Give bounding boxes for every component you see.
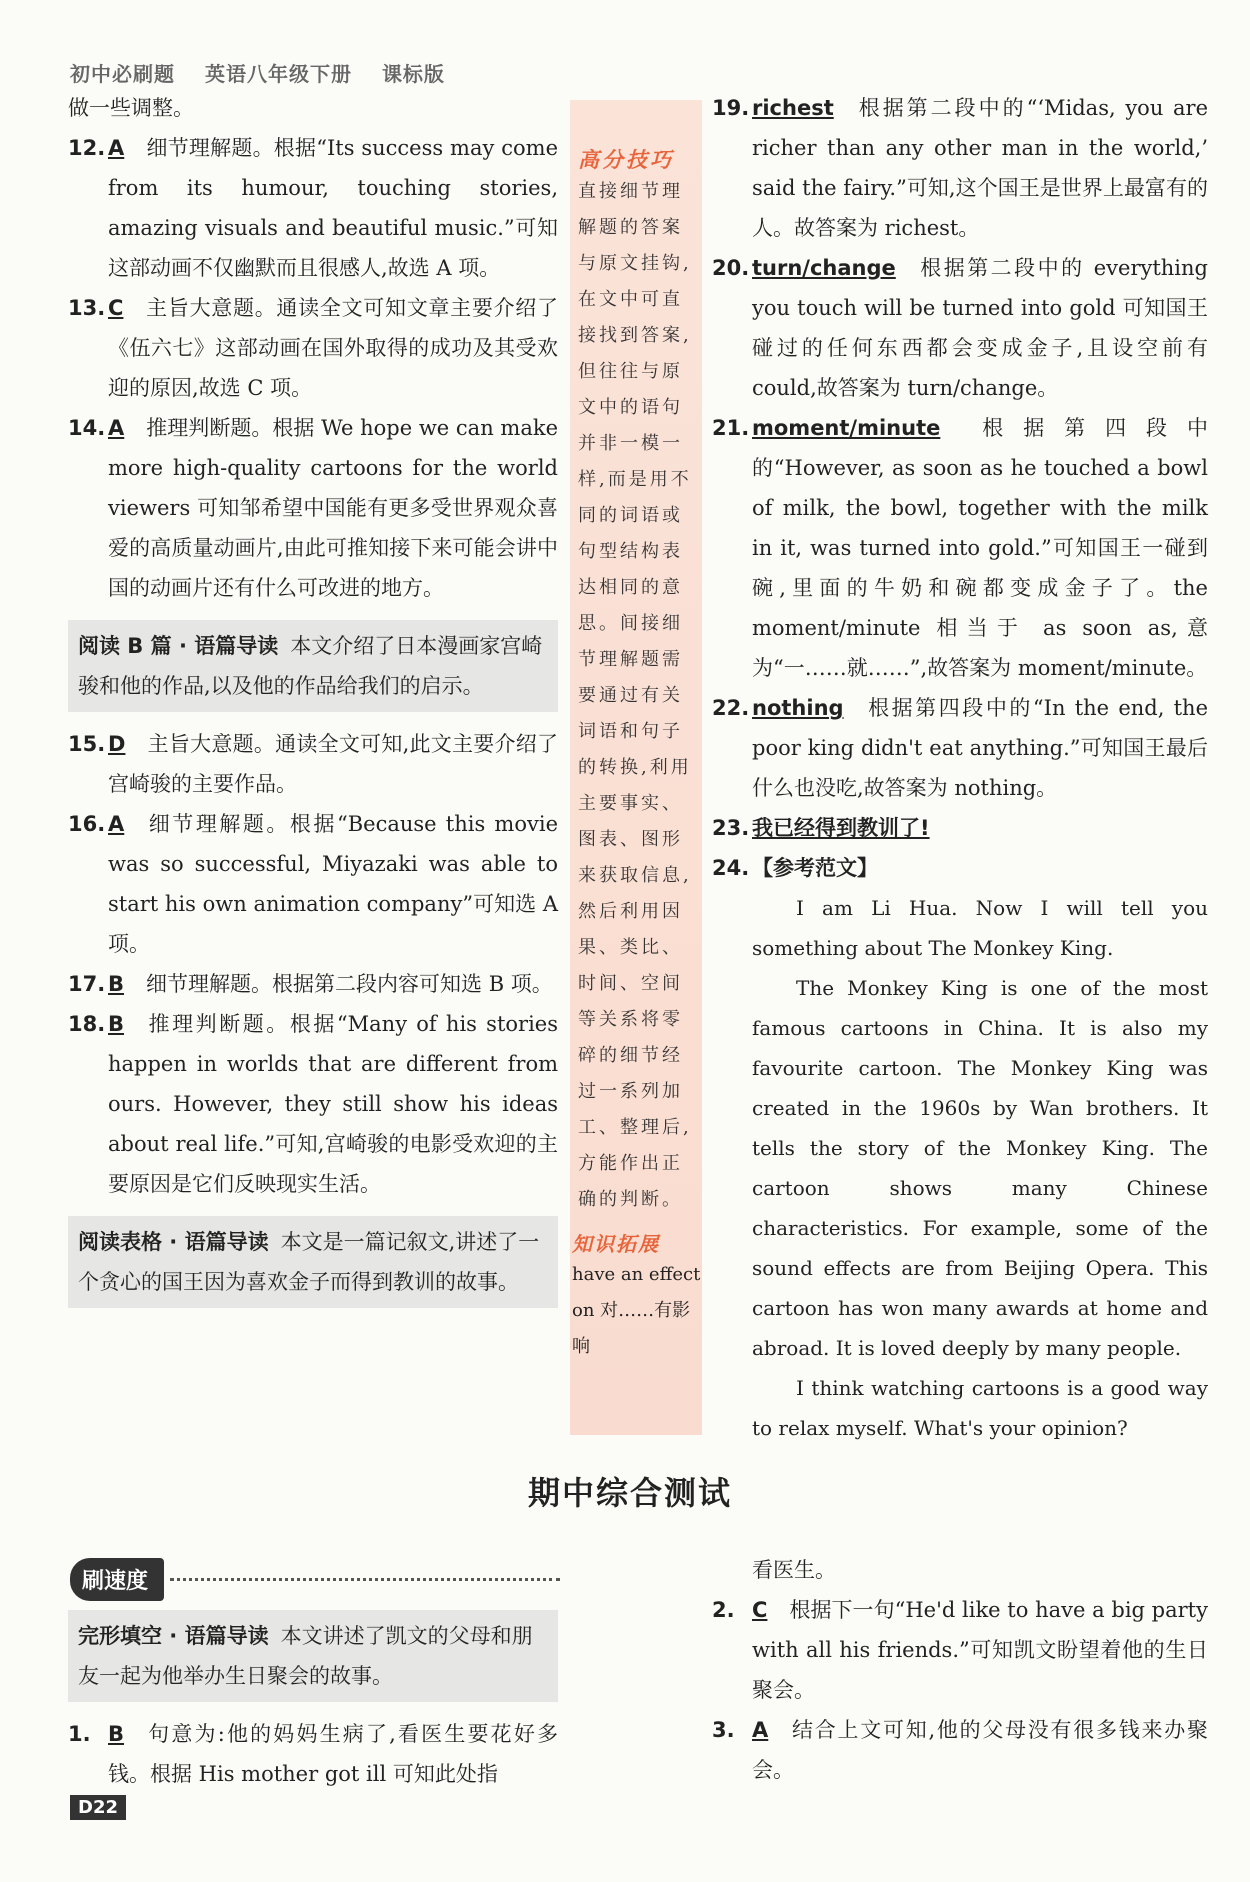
guide-text: 本文介绍了日本漫画家宫崎骏和他的作品,以及他的作品给我们的启示。 <box>78 634 543 698</box>
essay-paragraph: I think watching cartoons is a good way to relax myself. What's your opinion? <box>752 1376 1208 1440</box>
question-number: 13. <box>68 296 106 320</box>
explanation: 根据第二段中的“‘Midas, you are richer than any other man in the world,’ said the fairy.”可知,这个国王是世界上最富有的人。故答案为 richest。 <box>752 96 1208 240</box>
left-column <box>68 88 558 1320</box>
tip-title: 高分技巧 <box>578 148 674 172</box>
question-17 <box>68 964 558 1004</box>
explanation: 根据第四段中的“In the end, the poor king didn't eat anything.”可知国王最后什么也没吃,故答案为 nothing。 <box>752 696 1208 800</box>
essay-paragraph: The Monkey King is one of the most famous cartoons in China. It is also my favourite cartoon. The Monkey King was created in the 1960s by Wan brothers. It tells the story of the Monkey King. The cartoon shows many Chinese characteristics. For example, some of the sound effects are from Beijing Opera. This cartoon has won many awards at home and abroad. It is loved deeply by many people. <box>752 976 1208 1360</box>
answer: 我已经得到教训了! <box>752 816 930 840</box>
question-12 <box>68 128 558 288</box>
question-13 <box>68 288 558 408</box>
question-number: 23. <box>712 816 750 840</box>
extension-title: 知识拓展 <box>572 1232 660 1256</box>
answer: C <box>752 1598 768 1622</box>
guide-title: 完形填空 · 语篇导读 <box>78 1624 269 1648</box>
speed-bar <box>70 1558 560 1601</box>
header-book: 初中必刷题 <box>70 62 175 86</box>
answer: turn/change <box>752 256 896 280</box>
header-edition: 课标版 <box>381 62 445 86</box>
bottom-left-column <box>68 1610 558 1794</box>
question-number: 19. <box>712 96 750 120</box>
explanation: 推理判断题。根据 We hope we can make more high-quality cartoons for the world viewers 可知邹希望中国能有更多受世界观众喜爱的高质量动画片,由此可推知接下来可能会讲中国的动画片还有什么可改进的地方。 <box>108 416 558 600</box>
continuation-text: 看医生。 <box>752 1558 836 1582</box>
tip-text: 直接细节理解题的答案与原文挂钩,在文中可直接找到答案,但往往与原文中的语句并非一模一样,而是用不同的词语或句型结构表达相同的意思。间接细节理解题需要通过有关词语和句子的转换,利用主要事实、图表、图形来获取信息,然后利用因果、类比、时间、空间等关系将零碎的细节经过一系列加工、整理后,方能作出正确的判断。 <box>578 181 692 1210</box>
explanation: 推理判断题。根据“Many of his stories happen in worlds that are different from ours. However, they still show his ideas about real life.”可知,宫崎骏的电影受欢迎的主要原因是它们反映现实生活。 <box>108 1012 558 1196</box>
question-24 <box>712 848 1208 888</box>
answer: B <box>108 1012 125 1036</box>
model-essay <box>712 888 1208 1448</box>
answer: B <box>108 972 125 996</box>
extension-text: have an effect on 对……有影响 <box>572 1264 701 1357</box>
question-22 <box>712 688 1208 808</box>
explanation: 主旨大意题。通读全文可知,此文主要介绍了宫崎骏的主要作品。 <box>108 732 558 796</box>
question-number: 24. <box>712 856 750 880</box>
knowledge-extension <box>572 1228 702 1365</box>
question-20 <box>712 248 1208 408</box>
question-number: 2. <box>712 1598 735 1622</box>
question-number: 20. <box>712 256 750 280</box>
explanation: 细节理解题。根据“Its success may come from its humour, touching stories, amazing visuals and beautiful music.”可知这部动画不仅幽默而且很感人,故选 A 项。 <box>108 136 558 280</box>
question-19 <box>712 88 1208 248</box>
answer: 【参考范文】 <box>752 856 878 880</box>
question-15 <box>68 724 558 804</box>
question-number: 22. <box>712 696 750 720</box>
explanation: 细节理解题。根据“Because this movie was so successful, Miyazaki was able to start his own animation company”可知选 A 项。 <box>108 812 558 956</box>
answer: richest <box>752 96 834 120</box>
question-1 <box>68 1714 558 1794</box>
answer: A <box>108 136 125 160</box>
intro-text: 做一些调整。 <box>68 96 194 120</box>
answer: A <box>108 416 125 440</box>
section-title: 期中综合测试 <box>528 1474 733 1512</box>
explanation: 根据第四段中的“However, as soon as he touched a bowl of milk, the bowl, together with the milk in it, was turned into gold.”可知国王一碰到碗,里面的牛奶和碗都变成金子了。the moment/minute 相当于 as soon as,意为“一……就……”,故答案为 moment/minute。 <box>752 416 1208 680</box>
running-header <box>70 58 467 87</box>
reading-b-guide <box>68 620 558 712</box>
explanation: 主旨大意题。通读全文可知文章主要介绍了《伍六七》这部动画在国外取得的成功及其受欢迎的原因,故选 C 项。 <box>108 296 558 400</box>
answer: A <box>752 1718 769 1742</box>
guide-title: 阅读表格 · 语篇导读 <box>78 1230 269 1254</box>
cloze-guide <box>68 1610 558 1702</box>
reading-table-guide <box>68 1216 558 1308</box>
question-number: 16. <box>68 812 106 836</box>
explanation: 根据第二段中的 everything you touch will be turned into gold 可知国王碰过的任何东西都会变成金子,且设空前有 could,故答案为 turn/change。 <box>752 256 1208 400</box>
question-number: 17. <box>68 972 106 996</box>
answer: nothing <box>752 696 844 720</box>
page-number: D22 <box>70 1795 126 1820</box>
guide-text: 本文是一篇记叙文,讲述了一个贪心的国王因为喜欢金子而得到教训的故事。 <box>78 1230 540 1294</box>
answer: C <box>108 296 124 320</box>
question-2 <box>712 1590 1208 1710</box>
question-number: 1. <box>68 1722 91 1746</box>
dotted-divider <box>170 1578 560 1581</box>
question-number: 14. <box>68 416 106 440</box>
question-number: 15. <box>68 732 106 756</box>
question-3 <box>712 1710 1208 1790</box>
essay-paragraph: I am Li Hua. Now I will tell you something about The Monkey King. <box>752 896 1208 960</box>
guide-title: 阅读 B 篇 · 语篇导读 <box>78 634 279 658</box>
guide-text: 本文讲述了凯文的父母和朋友一起为他举办生日聚会的故事。 <box>78 1624 533 1688</box>
answer: A <box>108 812 125 836</box>
speed-label: 刷速度 <box>70 1558 164 1601</box>
question-21 <box>712 408 1208 688</box>
right-column <box>712 88 1208 1448</box>
question-number: 21. <box>712 416 750 440</box>
explanation: 句意为:他的妈妈生病了,看医生要花好多钱。根据 His mother got ill 可知此处指 <box>108 1722 558 1786</box>
question-number: 12. <box>68 136 106 160</box>
question-14 <box>68 408 558 608</box>
question-16 <box>68 804 558 964</box>
question-number: 3. <box>712 1718 735 1742</box>
header-subject: 英语八年级下册 <box>204 62 352 86</box>
question-number: 18. <box>68 1012 106 1036</box>
answer: moment/minute <box>752 416 941 440</box>
question-18 <box>68 1004 558 1204</box>
question-23 <box>712 808 1208 848</box>
explanation: 细节理解题。根据第二段内容可知选 B 项。 <box>146 972 553 996</box>
explanation: 根据下一句“He'd like to have a big party with all his friends.”可知凯文盼望着他的生日聚会。 <box>752 1598 1208 1702</box>
explanation: 结合上文可知,他的父母没有很多钱来办聚会。 <box>752 1718 1208 1782</box>
bottom-right-column <box>712 1550 1208 1790</box>
answer: D <box>108 732 126 756</box>
answer: B <box>108 1722 125 1746</box>
